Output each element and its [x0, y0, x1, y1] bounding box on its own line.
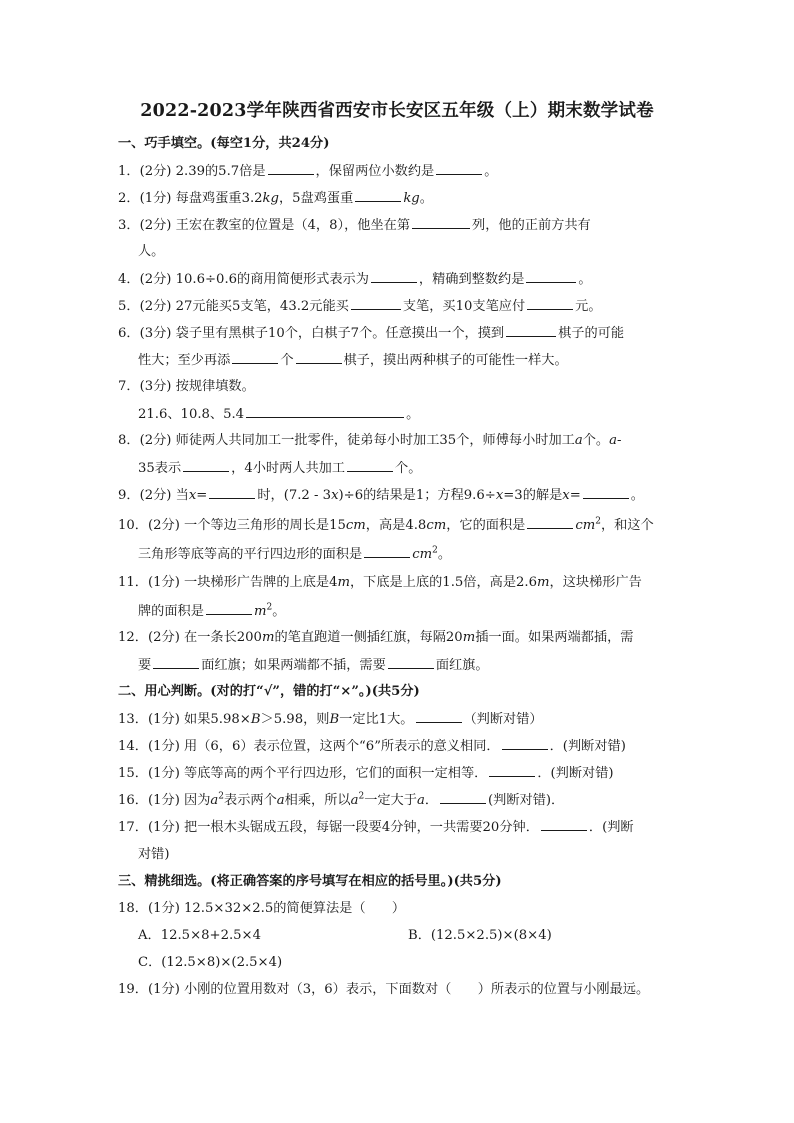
- answer-blank[interactable]: [440, 790, 486, 804]
- question-16: 16．(1分) 因为$a^2$表示两个a相乘，所以$a^2$一定大于a． (判断对错)．: [118, 791, 565, 808]
- answer-blank[interactable]: [296, 350, 342, 364]
- answer-blank[interactable]: [502, 736, 548, 750]
- question-3: 3．(2分) 王宏在教室的位置是（4，8），他坐在第 列，他的正前方共有: [118, 215, 591, 236]
- question-18-option-b[interactable]: B．(12.5×2.5)×(8×4): [408, 928, 552, 943]
- answer-blank[interactable]: [209, 485, 255, 499]
- answer-blank[interactable]: [232, 350, 278, 364]
- answer-blank[interactable]: [351, 296, 401, 310]
- answer-blank[interactable]: [526, 269, 576, 283]
- answer-blank[interactable]: [153, 655, 199, 669]
- answer-blank[interactable]: [268, 161, 314, 175]
- section-3-heading: 三、精挑细选。(将正确答案的序号填写在相应的括号里。)(共5分): [118, 874, 502, 889]
- question-6: 6．(3分) 袋子里有黑棋子10个，白棋子7个。任意摸出一个，摸到 棋子的可能: [118, 323, 624, 344]
- question-17-cont: 对错): [138, 847, 170, 862]
- answer-blank[interactable]: [364, 544, 410, 558]
- question-18-option-a[interactable]: A．12.5×8+2.5×4: [138, 928, 261, 943]
- answer-blank[interactable]: [583, 485, 629, 499]
- page-title: 2022-2023学年陕西省西安市长安区五年级（上）期末数学试卷: [140, 101, 654, 121]
- answer-blank[interactable]: [388, 655, 434, 669]
- question-5: 5．(2分) 27元能买5支笔，43.2元能买 支笔，买10支笔应付 元。: [118, 296, 602, 317]
- question-2: 2．(1分) 每盘鸡蛋重3.2kg，5盘鸡蛋重 kg。: [118, 188, 433, 209]
- question-18-option-c[interactable]: C．(12.5×8)×(2.5×4): [138, 955, 283, 970]
- answer-blank[interactable]: [183, 458, 229, 472]
- answer-blank[interactable]: [436, 161, 482, 175]
- question-8: 8．(2分) 师徒两人共同加工一批零件，徒弟每小时加工35个，师傅每小时加工a个。a-: [118, 433, 622, 448]
- question-6-cont: 性大；至少再添 个 棋子，摸出两种棋子的可能性一样大。: [138, 350, 568, 371]
- question-7: 7．(3分) 按规律填数。: [118, 379, 255, 394]
- question-4: 4．(2分) 10.6÷0.6的商用简便形式表示为 ，精确到整数约是 。: [118, 269, 592, 290]
- answer-blank[interactable]: [416, 709, 462, 723]
- answer-blank[interactable]: [347, 458, 393, 472]
- question-11-cont: 牌的面积是 $m^2$。: [138, 602, 286, 619]
- question-19: 19．(1分) 小刚的位置用数对（3，6）表示，下面数对（ ）所表示的位置与小刚最远。: [118, 982, 650, 997]
- question-13: 13．(1分) 如果5.98×B＞5.98，则B一定比1大。 （判断对错）: [118, 709, 543, 730]
- answer-blank[interactable]: [371, 269, 417, 283]
- answer-blank[interactable]: [541, 817, 587, 831]
- question-9: 9．(2分) 当x= 时，(7.2 - 3x)÷6的结果是1；方程9.6÷x=3的解是x= 。: [118, 485, 644, 506]
- answer-blank[interactable]: [246, 404, 404, 418]
- answer-blank[interactable]: [355, 188, 401, 202]
- question-18: 18．(1分) 12.5×32×2.5的简便算法是（ ）: [118, 901, 406, 916]
- question-14: 14．(1分) 用（6，6）表示位置，这两个“6”所表示的意义相同． ．(判断对错): [118, 736, 626, 757]
- question-10-cont: 三角形等底等高的平行四边形的面积是 $cm^2$。: [138, 545, 452, 562]
- question-12-cont: 要 面红旗；如果两端都不插，需要 面红旗。: [138, 655, 489, 676]
- answer-blank[interactable]: [206, 601, 252, 615]
- section-2-heading: 二、用心判断。(对的打“√”，错的打“×”。)(共5分): [118, 684, 420, 699]
- answer-blank[interactable]: [506, 323, 556, 337]
- question-7-sequence: 21.6、10.8、5.4 。: [138, 404, 419, 425]
- answer-blank[interactable]: [412, 215, 470, 229]
- section-1-heading: 一、巧手填空。(每空1分，共24分): [118, 136, 330, 151]
- answer-blank[interactable]: [489, 763, 535, 777]
- answer-blank[interactable]: [527, 296, 573, 310]
- question-12: 12．(2分) 在一条长200m的笔直跑道一侧插红旗，每隔20m插一面。如果两端都插，需: [118, 630, 634, 645]
- question-17: 17．(1分) 把一根木头锯成五段，每锯一段要4分钟，一共需要20分钟． ．(判断: [118, 817, 634, 838]
- answer-blank[interactable]: [527, 515, 573, 529]
- question-3-cont: 人。: [138, 244, 165, 259]
- question-1: 1．(2分) 2.39的5.7倍是 ，保留两位小数约是 。: [118, 161, 497, 182]
- question-8-cont: 35表示 ，4小时两人共加工 个。: [138, 458, 421, 479]
- question-11: 11．(1分) 一块梯形广告牌的上底是4m，下底是上底的1.5倍，高是2.6m，这块梯形广告: [118, 575, 642, 590]
- question-15: 15．(1分) 等底等高的两个平行四边形，它们的面积一定相等． ．(判断对错): [118, 763, 614, 784]
- question-10: 10．(2分) 一个等边三角形的周长是15cm，高是4.8cm，它的面积是 $cm^2$，和这个: [118, 516, 654, 533]
